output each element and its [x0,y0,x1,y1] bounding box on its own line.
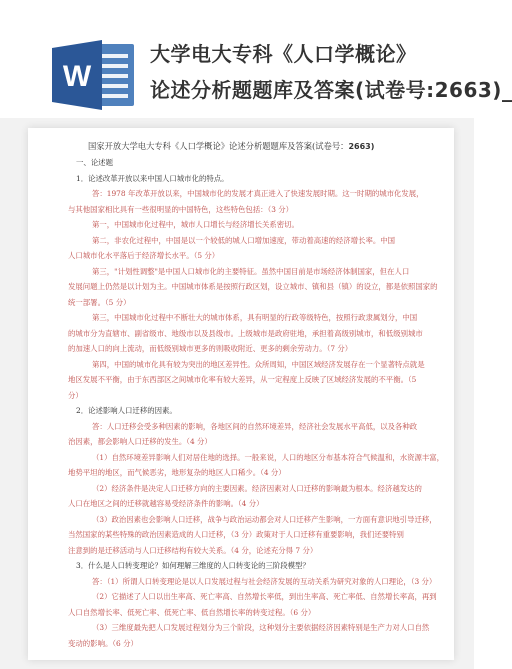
header-code: 2663) [348,142,375,151]
document-line: 变动的影响。（6 分） [68,638,138,648]
document-line: 治因素，都会影响人口迁移的发生。（4 分） [68,437,212,446]
document-line: （2）它描述了人口以出生率高、死亡率高、自然增长率低，到出生率高、死亡率低、自然增长率高，再到 [92,592,437,601]
document-line: 第二，非农化过程中，中国是以一个较低的城人口增加速度，带动着高速的经济增长率。中国 [92,235,396,245]
doc-title-line-1: 大学电大专科《人口学概论》 [150,42,417,66]
document-header [88,140,374,152]
document-line: 第三，中国城市化过程中不断壮大的城市体系，具有明显的行政等级特色，按照行政隶属划分，中国 [92,313,418,322]
header-text: 国家开放大学电大专科《人口学概论》论述分析题题库及答案(试卷号： [88,141,349,151]
document-line: 一、论述题 [76,158,113,167]
document-line: 3．什么是人口转变理论？如何理解三维度的人口转变论的三阶段模型？ [76,561,310,570]
document-line: 2．论述影响人口迁移的因素。 [76,406,177,415]
document-line: 的城市分为直辖市、副省级市、地级市以及县级市。上级城市是政府驻地，承担着高级别城市，和低级别城市 [68,328,423,338]
document-line: 人口城市化水平落后于经济增长水平。（5 分） [68,251,220,260]
document-line: （2）经济条件是决定人口迁移方向的主要因素。经济因素对人口迁移的影响最为根本。经济越发达的 [92,483,422,493]
banner [0,0,512,118]
document-line: 地区发展不平衡，由于东西部区之间城市化率有较大差异，从一定程度上反映了区域经济发展的不平衡。（5 [68,375,417,384]
svg-text:W: W [62,60,92,93]
document-line: 地势平坦的地区，而气候恶劣，地形复杂的地区人口稀少。（4 分） [68,468,286,477]
document-line: 答：（1）所谓人口转变理论是以人口发展过程与社会经济发展的互动关系为研究对象的人口理论，（3 分） [92,576,437,586]
document-line: 第一，中国城市化过程中，城市人口增长与经济增长关系密切。 [92,220,299,229]
document-line: 分） [68,390,83,400]
document-line: 当然国家的某些特殊的政治因素造成的人口迁移，（3 分）政策对于人口迁移有重要影响，我们还要特别 [68,530,404,539]
document-line: 1．论述改革开放以来中国人口城市化的特点。 [76,173,229,183]
document-line: 人口在地区之间的迁移就越容易受经济条件的影响。（4 分） [68,499,264,508]
document-line: （3）政治因素也会影响人口迁移，战争与政治运动都会对人口迁移产生影响，一方面有意识地引导迁移， [92,514,437,524]
document-line: 答：人口迁移会受多种因素的影响，各地区间的自然环境差异，经济社会发展水平高低，以及各种政 [92,421,418,431]
document-line: 第三，"计划性调整"是中国人口城市化的主要特征。虽然中国目前是市场经济体制国家，但在人口 [92,266,410,276]
document-line: 答：1978 年改革开放以来，中国城市化的发展才真正进入了快速发展时期。这一时期的城市化发展， [92,189,424,198]
document-line: （3）三维度最先把人口发展过程划分为三个阶段，这种划分主要依据经济因素特别是生产力对人口自然 [92,623,430,632]
document-page [28,128,454,660]
document-line: 发展问题上仍然是以计划为主。中国城市体系是按照行政区划，设立城市、镇和县（镇）的设立，都是依照国家的 [68,282,438,291]
document-line: （1）自然环境差异影响人们对居住地的选择。一般来说，人口的地区分布基本符合气候温和，水资源丰富， [92,452,445,462]
document-line: 的加速人口的向上流动，而低级别城市更多的则吸收附近、更多的剩余劳动力。（7 分） [68,344,353,353]
document-line: 人口自然增长率、低死亡率、低死亡率、低自然增长率的转变过程。（6 分） [68,607,316,617]
document-line: 统一部署。（5 分） [68,297,131,307]
document-line: 第四，中国的城市化具有较为突出的地区差异性。众所周知，中国区域经济发展存在一个显著特点就是 [92,359,425,369]
doc-title-line-2: 论述分析题题库及答案(试卷号:2663)_ [150,78,512,102]
document-line: 注意到的是迁移活动与人口迁移结构有较大关系。（4 分，论述充分得 7 分） [68,545,318,555]
document-line: 与其他国家相比具有一些很明显的中国特色，这些特色包括：（3 分） [68,204,294,214]
word-document-icon [52,40,138,110]
